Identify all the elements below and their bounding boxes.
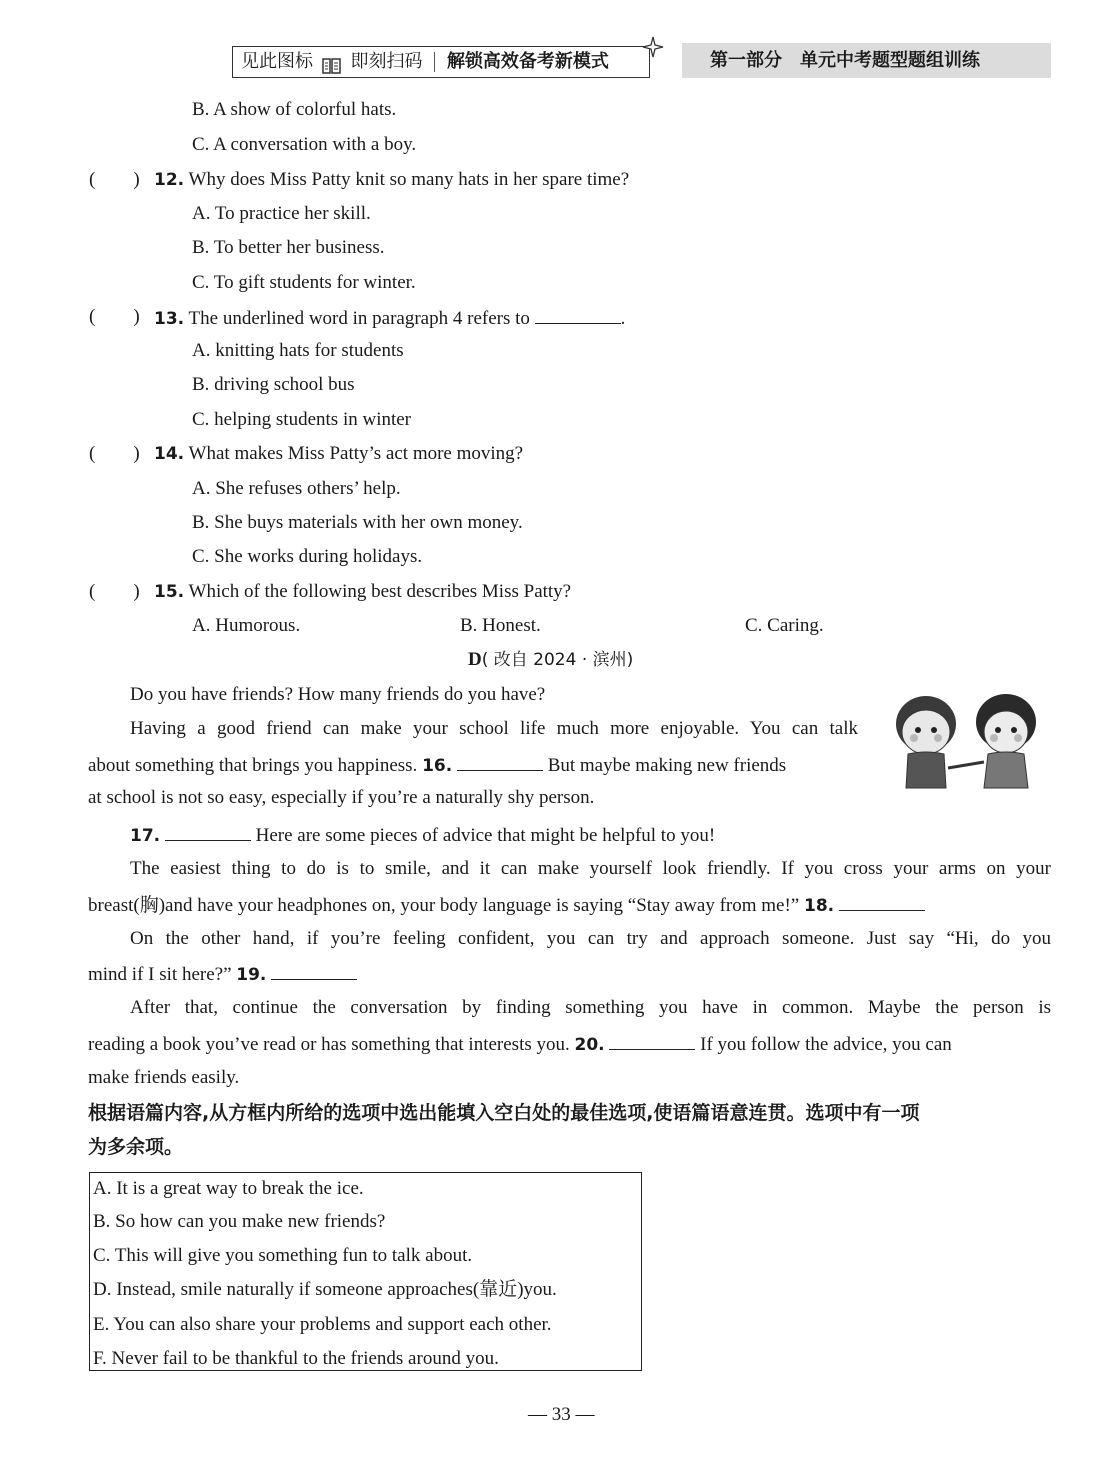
passage-p1: Do you have friends? How many friends do you have?	[130, 684, 546, 705]
option: A. Humorous.	[192, 615, 301, 636]
header-text-a: 见此图标	[241, 51, 313, 72]
answer-paren: ( )	[89, 443, 140, 464]
question-text-end: .	[620, 308, 626, 329]
passage-p4-line1: The easiest thing to do is to smile, and it can make yourself look friendly. If you cross your arms on your	[130, 858, 1051, 879]
passage-p4-line2	[88, 892, 925, 918]
option: B. To better her business.	[192, 237, 385, 258]
header-scan-banner	[232, 46, 650, 78]
q11-option-b: B. A show of colorful hats.	[192, 99, 397, 120]
option-box-item: C. This will give you something fun to talk about.	[93, 1245, 473, 1266]
passage-p2-line1: Having a good friend can make your school life much more enjoyable. You can talk	[130, 718, 858, 739]
blank-number: 20.	[574, 1035, 605, 1055]
passage-text: about something that brings you happiness.	[88, 755, 418, 776]
question-number: 12.	[154, 170, 185, 190]
instruction-line1: 根据语篇内容,从方框内所给的选项中选出能填入空白处的最佳选项,使语篇语意连贯。选项中有一项	[88, 1102, 920, 1124]
blank-number: 18.	[803, 896, 835, 916]
passage-text: breast(胸)and have your headphones on, your body language is saying “Stay away from me!”	[88, 895, 800, 916]
option-box-item: E. You can also share your problems and support each other.	[93, 1314, 552, 1335]
page-number: — 33 —	[528, 1404, 595, 1425]
option: C. helping students in winter	[192, 409, 412, 430]
two-kids-illustration	[888, 692, 1048, 792]
blank-number: 16.	[422, 756, 453, 776]
section-letter: D	[468, 649, 482, 670]
instruction-line2: 为多余项。	[88, 1136, 184, 1158]
question-number: 15.	[154, 582, 185, 602]
question-15	[154, 580, 571, 604]
section-source: ( 改自 2024 · 滨州)	[481, 650, 634, 670]
passage-p2-line3: at school is not so easy, especially if you’re a naturally shy person.	[88, 787, 595, 808]
sparkle-star-icon	[642, 36, 664, 63]
answer-blank	[457, 752, 543, 771]
option: B. driving school bus	[192, 374, 355, 395]
option-box-item: D. Instead, smile naturally if someone approaches(靠近)you.	[93, 1279, 557, 1300]
option: B. She buys materials with her own money.	[192, 512, 523, 533]
question-text: Which of the following best describes Miss Patty?	[188, 581, 572, 602]
section-heading	[468, 648, 633, 672]
option: C. Caring.	[745, 615, 824, 636]
question-number: 13.	[154, 309, 185, 329]
q11-option-c: C. A conversation with a boy.	[192, 134, 417, 155]
header-text-c: 解锁高效备考新模式	[446, 51, 609, 72]
option-box-item: A. It is a great way to break the ice.	[93, 1178, 364, 1199]
answer-blank	[839, 892, 925, 911]
option: A. To practice her skill.	[192, 203, 371, 224]
option: B. Honest.	[460, 615, 541, 636]
passage-text: Here are some pieces of advice that might be helpful to you!	[255, 825, 716, 846]
option: C. She works during holidays.	[192, 546, 423, 567]
option: A. She refuses others’ help.	[192, 478, 401, 499]
question-text: The underlined word in paragraph 4 refers to	[188, 308, 530, 329]
answer-paren: ( )	[89, 306, 140, 327]
answer-blank	[165, 822, 251, 841]
header-text-b: 即刻扫码	[350, 51, 423, 72]
answer-blank	[271, 961, 357, 980]
passage-text: reading a book you’ve read or has something that interests you.	[88, 1034, 570, 1055]
option-box-item: B. So how can you make new friends?	[93, 1211, 386, 1232]
header-divider	[434, 52, 435, 72]
answer-paren: ( )	[89, 169, 140, 190]
passage-text: mind if I sit here?”	[88, 964, 232, 985]
passage-p6-line3: make friends easily.	[88, 1067, 240, 1088]
question-text: Why does Miss Patty knit so many hats in her spare time?	[188, 169, 630, 190]
option-box-item: F. Never fail to be thankful to the friends around you.	[93, 1348, 499, 1369]
option: C. To gift students for winter.	[192, 272, 416, 293]
question-12	[154, 168, 629, 192]
question-text: What makes Miss Patty’s act more moving?	[188, 443, 524, 464]
option: A. knitting hats for students	[192, 340, 404, 361]
passage-p2-line2	[88, 752, 858, 778]
passage-p5-line2	[88, 961, 357, 987]
passage-p5-line1: On the other hand, if you’re feeling confident, you can try and approach someone. Just say “Hi, do you	[130, 928, 1051, 949]
header-section-title: 第一部分 单元中考题型题组训练	[682, 43, 1051, 78]
question-14	[154, 442, 523, 466]
option-box	[89, 1172, 642, 1371]
qr-scan-icon	[322, 54, 342, 70]
passage-p6-line2	[88, 1031, 1051, 1057]
blank-number: 17.	[130, 826, 161, 846]
passage-p6-line1: After that, continue the conversation by finding something you have in common. Maybe the person is	[130, 997, 1051, 1018]
passage-text: But maybe making new friends	[547, 755, 787, 776]
answer-blank	[535, 305, 621, 324]
passage-text: If you follow the advice, you can	[700, 1034, 952, 1055]
question-13	[154, 305, 625, 331]
question-number: 14.	[154, 444, 185, 464]
answer-paren: ( )	[89, 581, 140, 602]
blank-number: 19.	[236, 965, 267, 985]
passage-p3	[130, 822, 715, 848]
answer-blank	[609, 1031, 695, 1050]
